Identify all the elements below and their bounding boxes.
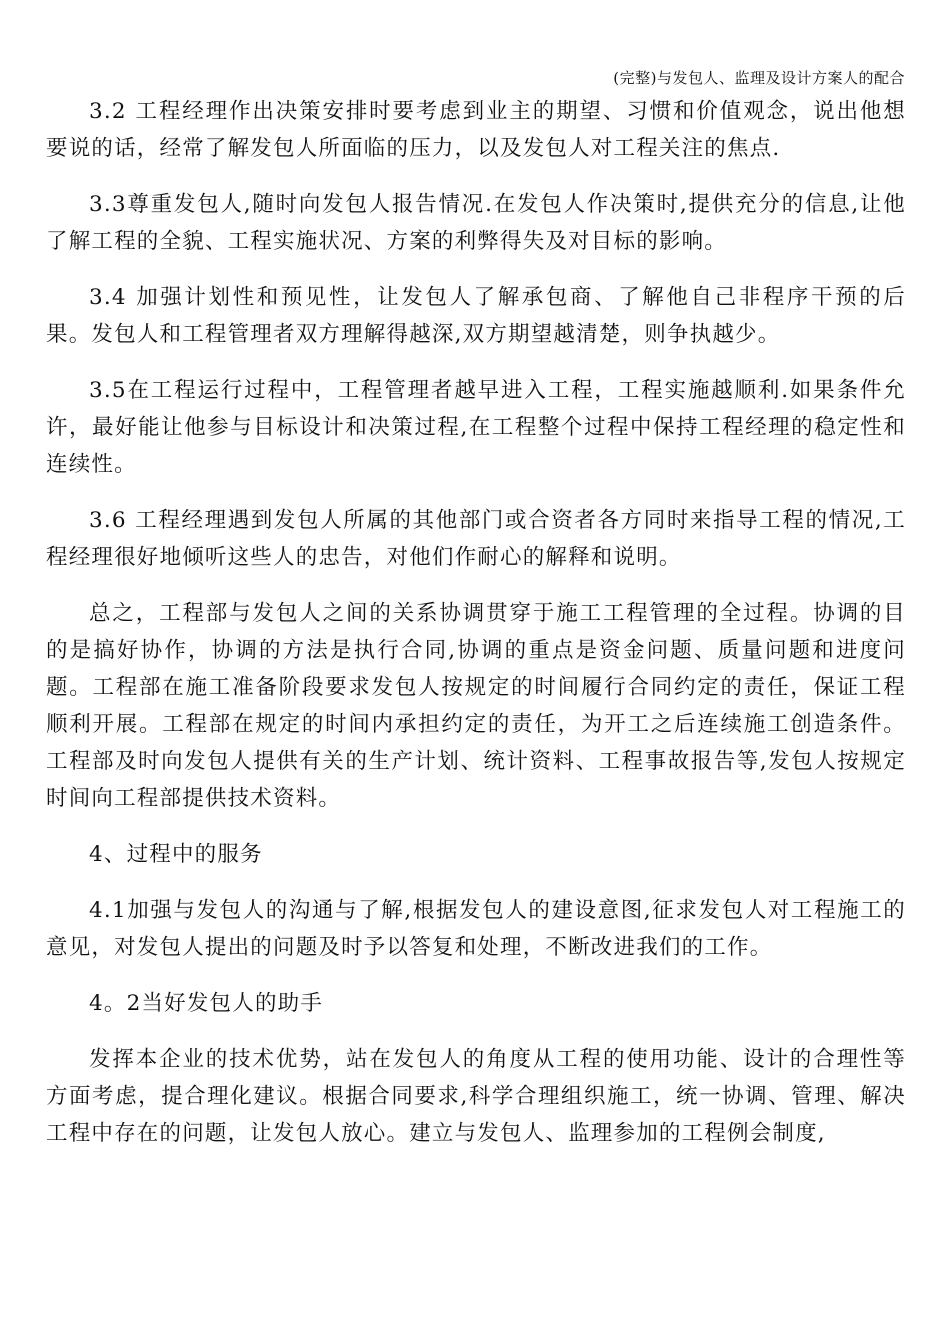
paragraph-3-5: 3.5在工程运行过程中，工程管理者越早进入工程，工程实施越顺利.如果条件允许，最好能让他参与目标设计和决策过程,在工程整个过程中保持工程经理的稳定性和连续性。	[46, 378, 906, 477]
section-heading-4: 4、过程中的服务	[89, 842, 263, 867]
running-header: (完整)与发包人、监理及设计方案人的配合	[613, 69, 905, 87]
paragraph-3-3: 3.3尊重发包人,随时向发包人报告情况.在发包人作决策时,提供充分的信息,让他了解工程的全貌、工程实施状况、方案的利弊得失及对目标的影响。	[46, 192, 906, 254]
paragraph-4-2-body: 发挥本企业的技术优势，站在发包人的角度从工程的使用功能、设计的合理性等方面考虑，提合理化建议。根据合同要求,科学合理组织施工，统一协调、管理、解决工程中存在的问题，让发包人放心。建立与发包人、监理参加的工程例会制度,	[46, 1047, 906, 1146]
document-body	[46, 93, 906, 1171]
paragraph-3-4: 3.4 加强计划性和预见性，让发包人了解承包商、了解他自己非程序干预的后果。发包人和工程管理者双方理解得越深,双方期望越清楚，则争执越少。	[46, 285, 906, 347]
paragraph-3-6: 3.6 工程经理遇到发包人所属的其他部门或合资者各方同时来指导工程的情况,工程经理很好地倾听这些人的忠告，对他们作耐心的解释和说明。	[46, 508, 906, 570]
paragraph-3-2: 3.2 工程经理作出决策安排时要考虑到业主的期望、习惯和价值观念，说出他想要说的话，经常了解发包人所面临的压力，以及发包人对工程关注的焦点.	[46, 99, 906, 161]
paragraph-4-1: 4.1加强与发包人的沟通与了解,根据发包人的建设意图,征求发包人对工程施工的意见，对发包人提出的问题及时予以答复和处理，不断改进我们的工作。	[46, 898, 906, 960]
paragraph-summary: 总之，工程部与发包人之间的关系协调贯穿于施工工程管理的全过程。协调的目的是搞好协作，协调的方法是执行合同,协调的重点是资金问题、质量问题和进度问题。工程部在施工准备阶段要求发包人按规定的时间履行合同约定的责任，保证工程顺利开展。工程部在规定的时间内承担约定的责任，为开工之后连续施工创造条件。工程部及时向发包人提供有关的生产计划、统计资料、工程事故报告等,发包人按规定时间向工程部提供技术资料。	[46, 601, 906, 811]
subheading-4-2: 4。2当好发包人的助手	[89, 991, 324, 1016]
